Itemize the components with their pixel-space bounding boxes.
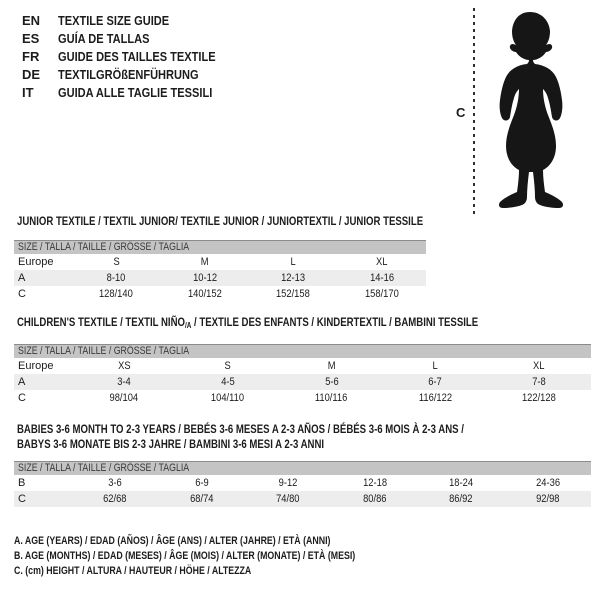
size-cell: 7-8 <box>487 374 591 390</box>
size-cell: 80/86 <box>332 491 419 507</box>
section-title: BABIES 3-6 MONTH TO 2-3 YEARS / BEBÉS 3-6 MESES A 2-3 AÑOS / BÉBÉS 3-6 MOIS À 2-3 ANS / BABYS 3-6 MONATE BIS 2-3 JAHRE / BAMBINI 3-6 MESI A 2-3 ANNI <box>17 422 464 451</box>
size-table-header: SIZE / TALLA / TAILLE / GRÖSSE / TAGLIA <box>14 240 426 254</box>
size-cell: S <box>113 256 120 268</box>
table-row <box>14 491 591 507</box>
lang-row-de <box>22 66 243 84</box>
size-cell: 6-7 <box>383 374 487 390</box>
size-cell: 10-12 <box>161 270 250 286</box>
section-junior <box>14 215 426 302</box>
footnote-b: B. AGE (MONTHS) / EDAD (MESES) / ÂGE (MOIS) / ALTER (MONATE) / ETÀ (MESI) <box>14 550 356 562</box>
lang-row-it <box>22 84 243 102</box>
table-row <box>14 270 426 286</box>
measure-c-label: C <box>456 105 466 120</box>
size-cell: 5-6 <box>280 374 384 390</box>
table-row <box>14 286 426 302</box>
size-cell: 152/158 <box>276 288 311 300</box>
size-cell: 6-9 <box>194 477 209 489</box>
size-cell: 104/110 <box>211 392 245 404</box>
size-cell: 3-4 <box>72 374 176 390</box>
size-cell: 9-12 <box>278 477 298 489</box>
lang-label: GUIDE DES TAILLES TEXTILE <box>58 49 216 64</box>
language-guide-list <box>22 12 243 102</box>
row-label: C <box>18 392 26 404</box>
footnote-a: A. AGE (YEARS) / EDAD (AÑOS) / ÂGE (ANS) / ALTER (JAHRE) / ETÀ (ANNI) <box>14 535 331 547</box>
section-title: JUNIOR TEXTILE / TEXTIL JUNIOR/ TEXTILE JUNIOR / JUNIORTEXTIL / JUNIOR TESSILE <box>17 214 424 228</box>
lang-code: EN <box>22 13 41 28</box>
lang-label: TEXTILGRÖßENFÜHRUNG <box>58 67 199 82</box>
size-cell: 128/140 <box>99 288 134 300</box>
row-label: Europe <box>18 360 54 372</box>
size-cell: 18-24 <box>449 477 474 489</box>
row-label: A <box>14 270 72 286</box>
size-cell: 4-5 <box>176 374 280 390</box>
size-cell: 98/104 <box>109 392 139 404</box>
size-cell: 14-16 <box>338 270 427 286</box>
nino-a-subscript: /A <box>184 321 192 330</box>
row-label: A <box>14 374 72 390</box>
footnotes <box>14 534 441 579</box>
size-cell: XL <box>533 360 545 372</box>
lang-code: ES <box>22 31 40 46</box>
lang-label: GUÍA DE TALLAS <box>58 31 150 46</box>
table-row <box>14 374 591 390</box>
size-cell: 116/122 <box>418 392 452 404</box>
size-cell: 86/92 <box>418 491 505 507</box>
section-babies <box>14 422 591 507</box>
size-cell: 24-36 <box>535 477 560 489</box>
row-label: B <box>18 477 26 489</box>
height-measure-figure <box>450 6 595 218</box>
size-cell: 3-6 <box>108 477 123 489</box>
size-cell: 92/98 <box>505 491 592 507</box>
size-cell: 158/170 <box>364 288 399 300</box>
table-row <box>14 390 591 406</box>
size-cell: L <box>290 256 296 268</box>
row-label: C <box>18 288 26 300</box>
toddler-silhouette-icon <box>482 8 588 213</box>
section-title: CHILDREN'S TEXTILE / TEXTIL $NIÑO_{/A}$ / TEXTILE DES ENFANTS / KINDERTEXTIL / BAMBINI TESSILE <box>17 315 479 330</box>
lang-label: TEXTILE SIZE GUIDE <box>58 13 170 28</box>
section-children <box>14 316 591 406</box>
row-label: Europe <box>18 256 54 268</box>
size-table-header: SIZE / TALLA / TAILLE / GRÖSSE / TAGLIA <box>14 344 591 358</box>
size-cell: 8-10 <box>72 270 161 286</box>
size-cell: L <box>432 360 438 372</box>
size-table-header: SIZE / TALLA / TAILLE / GRÖSSE / TAGLIA <box>14 461 591 475</box>
size-cell: XL <box>376 256 388 268</box>
size-cell: XS <box>117 360 131 372</box>
row-label: C <box>14 491 72 507</box>
height-measure-line <box>473 8 475 214</box>
lang-code: DE <box>22 67 41 82</box>
size-cell: 62/68 <box>72 491 159 507</box>
size-cell: 74/80 <box>245 491 332 507</box>
size-table-babies <box>14 475 591 507</box>
size-cell: 68/74 <box>159 491 246 507</box>
size-cell: 110/116 <box>315 392 348 404</box>
size-cell: M <box>327 360 336 372</box>
size-cell: 12-13 <box>249 270 338 286</box>
size-cell: S <box>224 360 231 372</box>
footnote-c: C. (cm) HEIGHT / ALTURA / HAUTEUR / HÖHE / ALTEZZA <box>14 565 252 577</box>
size-cell: 122/128 <box>522 392 556 404</box>
size-table-junior <box>14 254 426 302</box>
lang-code: FR <box>22 49 40 64</box>
lang-row-en <box>22 12 243 30</box>
size-table-children <box>14 358 591 406</box>
lang-label: GUIDA ALLE TAGLIE TESSILI <box>58 85 213 100</box>
size-cell: 140/152 <box>187 288 222 300</box>
table-row <box>14 475 591 491</box>
size-cell: 12-18 <box>362 477 387 489</box>
table-row <box>14 358 591 374</box>
size-cell: M <box>200 256 209 268</box>
table-row <box>14 254 426 270</box>
lang-row-es <box>22 30 243 48</box>
lang-row-fr <box>22 48 243 66</box>
lang-code: IT <box>22 85 34 100</box>
